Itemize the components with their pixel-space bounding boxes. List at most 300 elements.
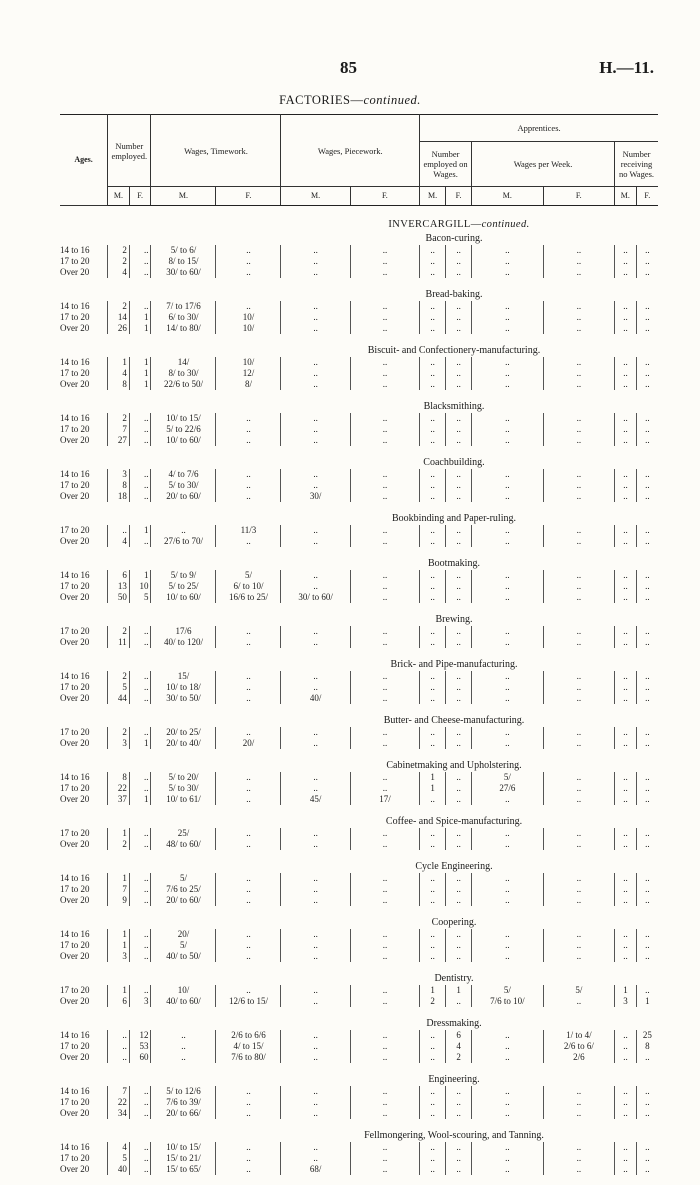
industry-title: Bookbinding and Paper-ruling. [392, 513, 516, 524]
cell-piecework-m: .. [281, 985, 350, 996]
cell-timework-f: .. [216, 929, 281, 940]
cell-apprentice-wage-m: .. [472, 592, 544, 603]
header-number-employed: Number employed. [108, 115, 151, 187]
cell-piecework-f: .. [350, 1142, 419, 1153]
table-row [60, 794, 658, 805]
table-body [60, 218, 658, 1185]
cell-apprentice-m: .. [420, 435, 446, 446]
cell-no-wages-m: .. [615, 245, 637, 256]
industry-section [60, 714, 658, 749]
cell-apprentice-wage-f: .. [543, 1097, 615, 1108]
table-row [60, 1030, 658, 1041]
cell-apprentice-m: .. [420, 626, 446, 637]
cell-age: 17 to 20 [60, 727, 108, 738]
cell-piecework-m: .. [281, 637, 350, 648]
cell-apprentice-m: .. [420, 368, 446, 379]
cell-no-wages-f: .. [645, 682, 650, 692]
cell-timework-m: 6/ to 30/ [151, 312, 216, 323]
cell-piecework-f: .. [350, 581, 419, 592]
cell-piecework-m: .. [281, 570, 350, 581]
cell-piecework-f: .. [350, 267, 419, 278]
cell-no-wages-f: .. [645, 828, 650, 838]
cell-age: 14 to 16 [60, 929, 108, 940]
cell-no-wages-m: .. [615, 1086, 637, 1097]
cell-apprentice-f: .. [446, 256, 472, 267]
cell-piecework-m: .. [281, 469, 350, 480]
cell-piecework-f: .. [350, 480, 419, 491]
cell-employed-m: 2 [108, 301, 130, 312]
cell-piecework-m: .. [281, 839, 350, 850]
cell-timework-f: .. [216, 940, 281, 951]
industry-title: Coffee- and Spice-manufacturing. [385, 816, 523, 827]
cell-no-wages-m: .. [615, 839, 637, 850]
cell-timework-f: .. [216, 469, 281, 480]
cell-no-wages-f: .. [645, 794, 650, 804]
cell-timework-f: .. [216, 884, 281, 895]
cell-apprentice-f: 6 [446, 1030, 472, 1041]
cell-piecework-f: .. [350, 435, 419, 446]
cell-apprentice-wage-m: .. [472, 424, 544, 435]
industry-table [60, 525, 658, 547]
cell-no-wages-m: .. [615, 783, 637, 794]
cell-apprentice-wage-f: .. [543, 839, 615, 850]
cell-piecework-f: .. [350, 469, 419, 480]
industry-table [60, 828, 658, 850]
cell-apprentice-m: .. [420, 267, 446, 278]
cell-employed-f: .. [129, 929, 151, 940]
cell-no-wages-f: .. [645, 671, 650, 681]
cell-no-wages-m: .. [615, 267, 637, 278]
table-row [60, 828, 658, 839]
cell-timework-f: 16/6 to 25/ [216, 592, 281, 603]
cell-apprentice-wage-f: .. [543, 738, 615, 749]
cell-employed-f: 1 [129, 525, 151, 536]
cell-piecework-m: .. [281, 379, 350, 390]
cell-apprentice-f: .. [446, 413, 472, 424]
industry-title: Bacon-curing. [425, 233, 483, 244]
cell-employed-f: .. [129, 1108, 151, 1119]
cell-apprentice-wage-m: .. [472, 1041, 544, 1052]
cell-no-wages-f: .. [645, 323, 650, 333]
cell-timework-m: 5/ to 12/6 [151, 1086, 216, 1097]
industry-table [60, 772, 658, 805]
cell-age: Over 20 [60, 693, 108, 704]
cell-timework-m: 10/ to 15/ [151, 1142, 216, 1153]
cell-apprentice-wage-m: .. [472, 884, 544, 895]
cell-timework-m: 5/ [151, 940, 216, 951]
cell-apprentice-f: 1 [446, 985, 472, 996]
cell-no-wages-f: .. [645, 413, 650, 423]
cell-piecework-m: .. [281, 1041, 350, 1052]
cell-age: 14 to 16 [60, 413, 108, 424]
cell-timework-m: 48/ to 60/ [151, 839, 216, 850]
header-f: F. [543, 187, 614, 206]
cell-timework-f: 10/ [216, 323, 281, 334]
cell-piecework-f: .. [350, 1164, 419, 1175]
table-row [60, 626, 658, 637]
cell-age: 17 to 20 [60, 312, 108, 323]
cell-timework-f: .. [216, 435, 281, 446]
cell-timework-m: 40/ to 120/ [151, 637, 216, 648]
column-header-table [60, 114, 658, 206]
header-wages-piecework: Wages, Piecework. [281, 115, 420, 187]
table-row [60, 1142, 658, 1153]
cell-no-wages-m: .. [615, 491, 637, 502]
industry-table [60, 727, 658, 749]
cell-apprentice-wage-f: .. [543, 929, 615, 940]
cell-timework-m: 10/ to 18/ [151, 682, 216, 693]
cell-employed-f: .. [129, 424, 151, 435]
cell-piecework-f: .. [350, 671, 419, 682]
cell-timework-m: .. [151, 1030, 216, 1041]
cell-timework-f: .. [216, 413, 281, 424]
cell-apprentice-m: .. [420, 424, 446, 435]
cell-apprentice-m: .. [420, 312, 446, 323]
cell-employed-f: 3 [129, 996, 151, 1007]
cell-apprentice-wage-f: .. [543, 368, 615, 379]
cell-apprentice-wage-f: .. [543, 491, 615, 502]
cell-timework-m: 15/ to 21/ [151, 1153, 216, 1164]
cell-no-wages-m: .. [615, 480, 637, 491]
cell-apprentice-f: .. [446, 940, 472, 951]
cell-apprentice-m: .. [420, 873, 446, 884]
cell-employed-f: .. [129, 1142, 151, 1153]
cell-apprentice-wage-m: .. [472, 929, 544, 940]
cell-age: Over 20 [60, 738, 108, 749]
cell-no-wages-m: 3 [615, 996, 637, 1007]
cell-piecework-f: .. [350, 637, 419, 648]
industry-table [60, 413, 658, 446]
cell-apprentice-wage-m: .. [472, 1153, 544, 1164]
cell-piecework-m: 30/ to 60/ [281, 592, 350, 603]
cell-piecework-f: .. [350, 525, 419, 536]
cell-timework-f: 12/ [216, 368, 281, 379]
cell-timework-f: .. [216, 1142, 281, 1153]
cell-apprentice-wage-m: .. [472, 1097, 544, 1108]
cell-apprentice-f: .. [446, 783, 472, 794]
cell-age: 14 to 16 [60, 469, 108, 480]
cell-no-wages-f: .. [645, 738, 650, 748]
cell-employed-f: 5 [129, 592, 151, 603]
cell-employed-f: 1 [129, 357, 151, 368]
industry-title: Coachbuilding. [423, 457, 485, 468]
cell-employed-f: .. [129, 491, 151, 502]
cell-apprentice-f: .. [446, 828, 472, 839]
cell-apprentice-wage-f: .. [543, 480, 615, 491]
cell-timework-m: 10/ to 61/ [151, 794, 216, 805]
cell-piecework-m: .. [281, 951, 350, 962]
cell-piecework-m: .. [281, 245, 350, 256]
cell-piecework-f: .. [350, 1086, 419, 1097]
cell-piecework-f: .. [350, 256, 419, 267]
cell-employed-m: 8 [108, 480, 130, 491]
cell-apprentice-wage-m: .. [472, 873, 544, 884]
cell-no-wages-m: .. [615, 525, 637, 536]
cell-employed-m: 2 [108, 413, 130, 424]
cell-employed-m: 4 [108, 267, 130, 278]
table-row [60, 245, 658, 256]
industry-section [60, 658, 658, 704]
cell-no-wages-f: .. [645, 469, 650, 479]
cell-apprentice-f: .. [446, 245, 472, 256]
cell-apprentice-f: .. [446, 357, 472, 368]
cell-employed-f: .. [129, 637, 151, 648]
cell-piecework-f: .. [350, 368, 419, 379]
table-row [60, 1052, 658, 1063]
industry-title: Brick- and Pipe-manufacturing. [390, 659, 518, 670]
cell-employed-m: 2 [108, 626, 130, 637]
cell-employed-f: 12 [129, 1030, 151, 1041]
cell-apprentice-wage-m: .. [472, 1030, 544, 1041]
cell-employed-f: .. [129, 772, 151, 783]
cell-apprentice-f: .. [446, 491, 472, 502]
cell-piecework-f: .. [350, 570, 419, 581]
cell-apprentice-m: .. [420, 570, 446, 581]
cell-piecework-m: .. [281, 1142, 350, 1153]
cell-no-wages-f: .. [645, 929, 650, 939]
cell-apprentice-f: .. [446, 671, 472, 682]
cell-piecework-m: .. [281, 1086, 350, 1097]
cell-apprentice-m: .. [420, 581, 446, 592]
cell-apprentice-m: .. [420, 693, 446, 704]
cell-employed-m: 6 [108, 570, 130, 581]
industry-title: Cycle Engineering. [415, 861, 493, 872]
industry-title: Fellmongering, Wool-scouring, and Tanning. [364, 1130, 544, 1141]
industry-title: Dressmaking. [426, 1018, 482, 1029]
cell-apprentice-f: .. [446, 368, 472, 379]
cell-no-wages-m: .. [615, 312, 637, 323]
cell-piecework-m: .. [281, 940, 350, 951]
table-row [60, 884, 658, 895]
cell-no-wages-m: .. [615, 671, 637, 682]
cell-timework-f: 7/6 to 80/ [216, 1052, 281, 1063]
cell-no-wages-f: .. [645, 267, 650, 277]
cell-piecework-m: .. [281, 828, 350, 839]
cell-timework-f: 2/6 to 6/6 [216, 1030, 281, 1041]
cell-apprentice-m: .. [420, 480, 446, 491]
industry-title: Cabinetmaking and Upholstering. [386, 760, 522, 771]
industry-section [60, 759, 658, 805]
cell-age: 14 to 16 [60, 1030, 108, 1041]
cell-age: 17 to 20 [60, 940, 108, 951]
cell-apprentice-wage-f: .. [543, 951, 615, 962]
table-row [60, 996, 658, 1007]
cell-apprentice-wage-m: .. [472, 839, 544, 850]
cell-employed-m: .. [108, 1052, 130, 1063]
cell-apprentice-f: .. [446, 379, 472, 390]
cell-piecework-m: .. [281, 256, 350, 267]
table-row [60, 1108, 658, 1119]
cell-piecework-f: .. [350, 1097, 419, 1108]
cell-apprentice-wage-m: .. [472, 738, 544, 749]
cell-no-wages-m: .. [615, 873, 637, 884]
cell-age: 17 to 20 [60, 985, 108, 996]
cell-piecework-f: .. [350, 940, 419, 951]
cell-employed-m: 4 [108, 1142, 130, 1153]
cell-timework-f: 10/ [216, 312, 281, 323]
cell-employed-f: 1 [129, 323, 151, 334]
cell-timework-m: 20/ to 40/ [151, 738, 216, 749]
cell-age: Over 20 [60, 491, 108, 502]
cell-piecework-f: .. [350, 323, 419, 334]
cell-piecework-f: .. [350, 783, 419, 794]
cell-no-wages-m: .. [615, 581, 637, 592]
cell-piecework-f: .. [350, 895, 419, 906]
cell-apprentice-wage-m: .. [472, 435, 544, 446]
cell-timework-f: .. [216, 839, 281, 850]
header-wages-per-week: Wages per Week. [472, 142, 615, 187]
table-row [60, 1086, 658, 1097]
cell-no-wages-m: .. [615, 1164, 637, 1175]
industry-title: Bread-baking. [425, 289, 483, 300]
industry-section [60, 1129, 658, 1175]
cell-employed-m: 3 [108, 469, 130, 480]
industry-table [60, 1086, 658, 1119]
cell-apprentice-wage-f: 1/ to 4/ [543, 1030, 615, 1041]
header-f: F. [129, 187, 151, 206]
cell-age: 17 to 20 [60, 884, 108, 895]
cell-apprentice-wage-f: .. [543, 1142, 615, 1153]
industry-title: Dentistry. [434, 973, 474, 984]
cell-no-wages-f: .. [645, 1164, 650, 1174]
cell-apprentice-wage-f: 2/6 to 6/ [543, 1041, 615, 1052]
cell-piecework-f: .. [350, 873, 419, 884]
cell-apprentice-wage-m: .. [472, 682, 544, 693]
cell-timework-f: .. [216, 256, 281, 267]
cell-no-wages-m: .. [615, 1153, 637, 1164]
cell-timework-m: .. [151, 525, 216, 536]
cell-age: 14 to 16 [60, 245, 108, 256]
header-m: M. [420, 187, 446, 206]
cell-apprentice-wage-m: .. [472, 413, 544, 424]
cell-apprentice-wage-f: 5/ [543, 985, 615, 996]
cell-apprentice-wage-m: 5/ [472, 772, 544, 783]
cell-piecework-m: 40/ [281, 693, 350, 704]
cell-timework-f: .. [216, 873, 281, 884]
cell-timework-m: 40/ to 50/ [151, 951, 216, 962]
cell-no-wages-f: .. [645, 693, 650, 703]
cell-piecework-m: .. [281, 671, 350, 682]
industry-table [60, 469, 658, 502]
cell-employed-f: .. [129, 245, 151, 256]
cell-age: Over 20 [60, 592, 108, 603]
cell-timework-f: 8/ [216, 379, 281, 390]
cell-piecework-m: .. [281, 873, 350, 884]
table-row [60, 435, 658, 446]
cell-piecework-m: .. [281, 884, 350, 895]
cell-age: Over 20 [60, 794, 108, 805]
cell-employed-f: 1 [129, 312, 151, 323]
cell-piecework-m: .. [281, 581, 350, 592]
cell-no-wages-m: .. [615, 1097, 637, 1108]
cell-no-wages-f: .. [645, 570, 650, 580]
cell-apprentice-wage-f: .. [543, 592, 615, 603]
cell-employed-m: 1 [108, 873, 130, 884]
cell-employed-m: 5 [108, 682, 130, 693]
table-row [60, 424, 658, 435]
cell-timework-m: 7/ to 17/6 [151, 301, 216, 312]
cell-apprentice-wage-f: .. [543, 783, 615, 794]
cell-no-wages-f: .. [645, 379, 650, 389]
cell-no-wages-f: .. [645, 592, 650, 602]
document-reference: H.—11. [599, 58, 654, 77]
cell-employed-f: 1 [129, 738, 151, 749]
table-row [60, 480, 658, 491]
cell-timework-f: 11/3 [216, 525, 281, 536]
cell-no-wages-f: .. [645, 951, 650, 961]
cell-apprentice-wage-f: .. [543, 671, 615, 682]
cell-piecework-m: .. [281, 1097, 350, 1108]
cell-timework-f: 5/ [216, 570, 281, 581]
cell-apprentice-wage-f: .. [543, 682, 615, 693]
cell-employed-m: 2 [108, 671, 130, 682]
cell-apprentice-f: .. [446, 581, 472, 592]
cell-no-wages-m: .. [615, 895, 637, 906]
cell-no-wages-m: .. [615, 536, 637, 547]
cell-timework-f: .. [216, 1097, 281, 1108]
cell-employed-f: .. [129, 783, 151, 794]
cell-employed-m: 22 [108, 1097, 130, 1108]
cell-apprentice-wage-m: .. [472, 794, 544, 805]
cell-employed-m: 9 [108, 895, 130, 906]
cell-piecework-m: .. [281, 525, 350, 536]
cell-no-wages-f: .. [645, 985, 650, 995]
cell-timework-m: 5/ to 6/ [151, 245, 216, 256]
cell-apprentice-f: .. [446, 1086, 472, 1097]
cell-apprentice-f: 4 [446, 1041, 472, 1052]
cell-no-wages-m: .. [615, 368, 637, 379]
cell-apprentice-wage-f: .. [543, 884, 615, 895]
cell-age: Over 20 [60, 895, 108, 906]
cell-piecework-m: .. [281, 929, 350, 940]
cell-apprentice-f: .. [446, 525, 472, 536]
cell-employed-f: .. [129, 1086, 151, 1097]
page-title: FACTORIES—continued. [279, 93, 421, 107]
cell-apprentice-m: .. [420, 256, 446, 267]
table-row [60, 738, 658, 749]
cell-apprentice-wage-m: .. [472, 570, 544, 581]
cell-no-wages-f: .. [645, 895, 650, 905]
cell-piecework-f: .. [350, 682, 419, 693]
industry-table [60, 1142, 658, 1175]
cell-piecework-f: .. [350, 828, 419, 839]
cell-apprentice-f: .. [446, 884, 472, 895]
cell-piecework-f: .. [350, 1108, 419, 1119]
cell-timework-f: .. [216, 682, 281, 693]
industry-section [60, 344, 658, 390]
cell-no-wages-f: .. [645, 368, 650, 378]
cell-no-wages-m: .. [615, 1108, 637, 1119]
cell-timework-f: .. [216, 245, 281, 256]
cell-piecework-m: .. [281, 626, 350, 637]
cell-piecework-m: .. [281, 1108, 350, 1119]
industry-section [60, 972, 658, 1007]
header-f: F. [446, 187, 472, 206]
cell-timework-f: .. [216, 794, 281, 805]
cell-timework-m: 30/ to 50/ [151, 693, 216, 704]
cell-timework-m: 5/ to 30/ [151, 783, 216, 794]
cell-piecework-m: 68/ [281, 1164, 350, 1175]
cell-no-wages-m: .. [615, 413, 637, 424]
cell-no-wages-f: .. [645, 1097, 650, 1107]
cell-age: Over 20 [60, 536, 108, 547]
header-no-wages: Number receiving no Wages. [615, 142, 658, 187]
cell-apprentice-wage-m: .. [472, 368, 544, 379]
cell-apprentice-m: .. [420, 1086, 446, 1097]
cell-employed-f: .. [129, 413, 151, 424]
cell-age: 14 to 16 [60, 1086, 108, 1097]
table-row [60, 637, 658, 648]
